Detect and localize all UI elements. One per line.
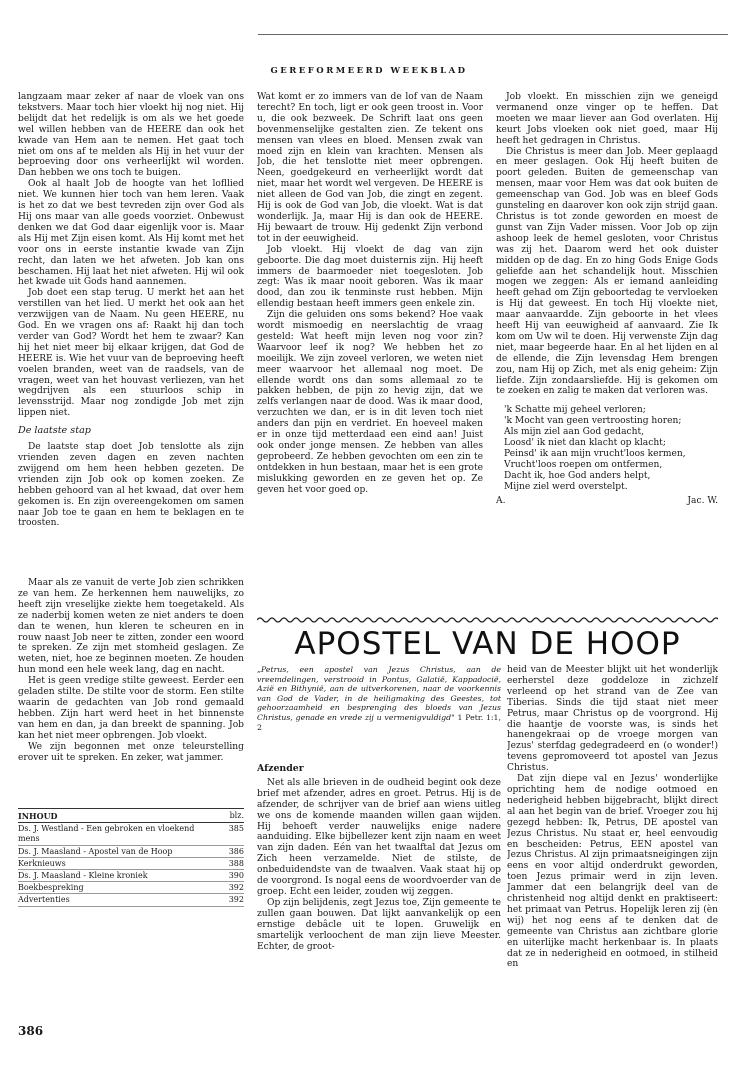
- toc-entry[interactable]: [18, 858, 244, 870]
- paragraph: Job doet een stap terug. U merkt het aan het verstillen van het lied. U merkt het ook aan het verzwijgen van de Naam. Nu geen HEERE, nu God. En we vragen ons af: Raakt hij dan toch verder van God? Wordt het hem te zwaar? Kan hij het niet meer bij elkaar krijgen, dat God de HEERE is. Wie het vuur van de beproeving heeft voelen branden, weet van de raadsels, van de vragen, weet van het houvast verliezen, van het wegdrijven als een stuurloos schip in levensstrijd. Maar nog zondigde Job met zijn lippen niet.: [18, 288, 244, 419]
- top-rule: [258, 34, 728, 35]
- paragraph: Dat zijn diepe val en Jezus' wonderlijke oprichting hem de nodige ootmoed en nederigheid hebben bijgebracht, blijkt direct al aan het begin van de brief. Vroeger zou hij gezegd hebben: Ik, Petrus, DE apostel van Jezus Christus. Nu staat er, heel eenvoudig en bescheiden: Petrus, EEN apostel van Jezus Christus. Al zijn primaatsneigingen zijn eens en voor altijd onderdrukt geworden, toen Jezus primair werd in zijn leven. Jammer dat een belangrijk deel van de christenheid nog altijd denkt en praktiseert: het primaat van Petrus. Hopelijk leren zij (èn wij) het nog eens af te denken dat de gemeente van Christus aan zichtbare glorie en uiterlijke macht herkenbaar is. In plaats dat ze in nederigheid en ootmoed, in stilheid en: [507, 774, 718, 970]
- poem-line: Mijne ziel werd overstelpt.: [504, 481, 628, 492]
- paragraph: heid van de Meester blijkt uit het wonderlijk eerherstel deze goddeloze in zichzelf verleend op het strand van de Zee van Tiberias. Sinds die tijd staat niet meer Petrus, maar Christus op de voorgrond. Hij die haantje de voorste was, is sinds het hanengekraai op de vroege morgen van Jezus' sterfdag gedegradeerd en (o wonder!) tevens gepromoveerd tot apostel van Jezus Christus.: [507, 665, 718, 774]
- poem-line: Peinsd' ik aan mijn vrucht'loos kermen,: [504, 449, 686, 459]
- toc-entry-title: Advertenties: [18, 895, 70, 905]
- subheading-de-laatste-stap: De laatste stap: [18, 425, 91, 437]
- toc-header: [18, 808, 244, 823]
- paragraph: Job vloekt. En misschien zijn we geneigd vermanend onze vinger op te heffen. Dat moeten we maar liever aan God overlaten. Hij keurt Jobs vloeken ook niet goed, maar Hij heeft het gedragen in Christus.: [496, 92, 718, 146]
- toc-heading: INHOUD: [18, 811, 58, 821]
- article-column-right: [507, 665, 718, 1045]
- paragraph: langzaam maar zeker af naar de vloek van ons tekstvers. Maar toch hier vloekt hij nog niet. Hij belijdt dat het redelijk is om als we het goede wel willen hebben van de HEERE dan ook het kwade van Hem aan te nemen. Het gaat toch niet om ons af te melden als Hij in het vuur der beproeving door ons verheerlijkt wil worden. Dan hebben we ons toch te buigen.: [18, 92, 244, 179]
- paragraph: Wat komt er zo immers van de lof van de Naam terecht? En toch, ligt er ook geen troost in. Voor u, die ook bezweek. De Schrift laat ons geen bovenmenselijke gestalten zien. Ze tekent ons mensen van vlees en bloed. Mensen zwak van moed zijn en klein van krachten. Mensen als Job, die het tenslotte niet meer opbrengen. Neen, goedgekeurd en verheerlijkt wordt dat niet, maar het wordt wel vergeven. De HEERE is niet alleen de God van Job, die zingt en zegent. Hij is ook de God van Job, die vloekt. Wat is dat wonderlijk. Ja, maar Hij is dan ook de HEERE. Hij bewaart de trouw. Hij gedenkt Zijn verbond tot in der eeuwigheid.: [257, 92, 483, 244]
- column-1-continued: [18, 578, 244, 806]
- toc-entry-page: 392: [228, 895, 244, 905]
- scripture-motto: [257, 665, 501, 732]
- toc-entry[interactable]: [18, 823, 244, 845]
- signature-left: A.: [496, 495, 506, 506]
- poem-line: Dacht ik, hoe God anders helpt,: [504, 470, 651, 481]
- toc-entry-page: 386: [228, 846, 244, 856]
- poem-line: 'k Mocht van geen vertroosting horen;: [504, 416, 682, 427]
- poem-line: Loosd' ik niet dan klacht op klacht;: [504, 438, 666, 449]
- paragraph: De laatste stap doet Job tenslotte als zijn vrienden zeven dagen en zeven nachten zwijgend om hem heen hebben gezeten. De vrienden zijn Job ook op komen zoeken. Ze hebben gehoord van al het kwaad, dat over hem gekomen is. En zijn overeengekomen om samen naar Job toe te gaan en hem te beklagen en te troosten.: [18, 442, 244, 529]
- toc-entry-title: Ds. J. Maasland - Kleine kroniek: [18, 871, 148, 881]
- paragraph: Die Christus is meer dan Job. Meer geplaagd en meer geslagen. Ook Hij heeft buiten de poort geleden. Buiten de gemeenschap van mensen, maar voor Hem was dat ook buiten de gemeenschap van God. Job was en bleef Gods gunsteling en daarover kon ook zijn strijd gaan. Christus is tot zonde geworden en moest de gunst van Zijn Vader missen. Voor Job op zijn ashoop leek de hemel gesloten, voor Christus was zij het. Daarom werd het ook duister midden op de dag. En zo hing Gods Enige Gods geliefde aan het schandelijk hout. Misschien mogen we zeggen: Als er iemand aanleiding heeft gehad om Zijn geboortedag te vervloeken is Hij dat geweest. En toch Hij vloekte niet, maar aanvaardde. Zijn geboorte in het vlees heeft Hij van eeuwigheid af aanvaard. Zie Ik kom om Uw wil te doen. Hij verwenste Zijn dag niet, maar begeerde haar. En al het lijden en al de ellende, die Zijn levensdag Hem brengen zou, nam Hij op Zich, met als enig geheim: Zijn liefde. Zijn zondaarsliefde. Hij is gekomen om te zoeken en zalig te maken dat verloren was.: [496, 146, 718, 397]
- toc-entry-page: 390: [228, 871, 244, 881]
- toc-entry[interactable]: [18, 870, 244, 882]
- signature-right: Jac. W.: [687, 495, 718, 506]
- running-header: GEREFORMEERD WEEKBLAD: [270, 66, 468, 76]
- toc-entry-title: Kerknieuws: [18, 858, 66, 868]
- paragraph: Zijn die geluiden ons soms bekend? Hoe vaak wordt mismoedig en neerslachtig de vraag gesteld: Wat heeft mijn leven nog voor zin? Waarvoor leef ik nog? We hebben het zo moeilijk. We zijn zoveel verloren, we weten niet meer waarvoor het allemaal nog moet. De ellende wordt ons dan soms allemaal zo te pakken hebben, de pijn zo hevig zijn, dat we zelfs verlangen naar de dood. Was ik maar dood, verzuchten we dan, er is in dit leven toch niet anders dan pijn en verdriet. En hoeveel maken er in onze tijd metterdaad een eind aan! Juist ook onder jonge mensen. Ze hebben van alles geprobeerd. Ze hebben gevochten om een zin te ontdekken in hun bestaan, maar het is een grote mislukking geworden en ze geven het op. Ze geven het voor goed op.: [257, 310, 483, 495]
- toc-entry-title: Ds. J. Westland - Een gebroken en vloekend mens: [18, 824, 195, 844]
- poem-line: 'k Schatte mij geheel verloren;: [504, 405, 646, 416]
- paragraph: Net als alle brieven in de oudheid begint ook deze brief met afzender, adres en groet. Petrus. Hij is de afzender, de schrijver van de brief aan wiens uitleg we ons de komende maanden willen gaan wijden. Hij behoeft verder nauwelijks enige nadere aanduiding. Elke bijbellezer kent zijn naam en weet van zijn daden. Eén van het twaalftal dat Jezus om Zich heen verzamelde. Niet de stilste, de onbeduidendste van de twaalven. Vaak staat hij op de voorgrond. Is nogal eens de woordvoerder van de groep. Echt een leider, zouden wij zeggen.: [257, 777, 501, 897]
- poem-line: Vrucht'loos roepen om ontfermen,: [504, 459, 663, 470]
- paragraph: Het is geen vredige stilte geweest. Eerder een geladen stilte. De stilte voor de storm. Een stilte waarin de gedachten van Job rond gemaald hebben. Zijn hart werd heet in het binnenste van hem en dan, ja dan breekt de spanning. Job kan het niet meer opbrengen. Job vloekt.: [18, 676, 244, 741]
- paragraph: Ook al haalt Job de hoogte van het lofllied niet. We kunnen hier toch van hem leren. Vaak is het zo dat we best tevreden zijn over God als Hij ons maar van alle goeds voorziet. Onbewust denken we dat God daar eigenlijk voor is. Maar als Hij met Zijn eisen komt. Als Hij komt met het voor ons in eerste instantie kwade van Zijn recht, dan laten we het afweten. Job kan ons beschamen. Hij laat het niet afweten. Hij wil ook het kwade uit Gods hand aannemen.: [18, 179, 244, 288]
- toc-entry-page: 388: [228, 858, 244, 868]
- toc-entry[interactable]: [18, 894, 244, 906]
- page-number: 386: [18, 1024, 44, 1038]
- paragraph: Op zijn belijdenis, zegt Jezus toe, Zijn gemeente te zullen gaan bouwen. Dat lijkt aanvankelijk op een ernstige debâcle uit te lopen. Gruwelijk en smartelijk verloochent de man zijn lieve Meester. Echter, de groot-: [257, 897, 501, 952]
- toc-entry[interactable]: [18, 846, 244, 858]
- toc-page-label: blz.: [229, 811, 244, 820]
- motto-reference: 1 Petr. 1:1, 2: [257, 712, 501, 732]
- motto-text: „Petrus, een apostel van Jezus Christus, aan de vreemdelingen, verstrooid in Pontus, Galatië, Kappadocië, Azië en Bithynië, aan de uitverkorenen, naar de voorkennis van God de Vader, in de heiligmaking des Geestes, tot gehoorzaamheid en besprenging des bloeds van Jezus Christus, genade en vrede zij u vermenigvuldigd": [257, 665, 501, 722]
- paragraph: Maar als ze vanuit de verte Job zien schrikken ze van hem. Ze herkennen hem nauwelijks, zo heeft zijn vreselijke ziekte hem toegetakeld. Als ze naderbij komen weten ze niet anders te doen dan te wenen, hun kleren te scheuren en in rouw naast Job neer te zitten, zonder een woord te spreken. Ze zijn met stomheid geslagen. Ze weten, niet, hoe ze beginnen moeten. Ze houden hun mond een hele week lang, dag en nacht.: [18, 578, 244, 676]
- wavy-line: [257, 618, 718, 622]
- column-3: [496, 92, 718, 600]
- signature: [496, 496, 718, 507]
- toc-entry-page: 385: [228, 824, 244, 834]
- toc-entry-page: 392: [228, 883, 244, 893]
- table-of-contents: [18, 808, 244, 907]
- column-2: [257, 92, 483, 600]
- toc-entry-title: Boekbespreking: [18, 883, 84, 893]
- article-column-left: [257, 758, 501, 1043]
- poem: [504, 405, 718, 492]
- toc-entry-title: Ds. J. Maasland - Apostel van de Hoop: [18, 846, 173, 856]
- article-title: APOSTEL VAN DE HOOP: [294, 626, 681, 662]
- paragraph: Job vloekt. Hij vloekt de dag van zijn geboorte. Die dag moet duisternis zijn. Hij heeft immers de baarmoeder niet toegesloten. Job zegt: Was ik maar nooit geboren. Was ik maar dood, dan zou ik tenminste rust hebben. Mijn ellendig bestaan heeft immers geen enkele zin.: [257, 244, 483, 310]
- column-1: [18, 92, 244, 582]
- poem-line: Als mijn ziel aan God gedacht,: [504, 427, 644, 438]
- paragraph: We zijn begonnen met onze teleurstelling erover uit te spreken. En zeker, wat jammer.: [18, 741, 244, 763]
- toc-entry[interactable]: [18, 882, 244, 894]
- subheading-afzender: Afzender: [257, 763, 304, 774]
- wavy-divider: [257, 616, 718, 624]
